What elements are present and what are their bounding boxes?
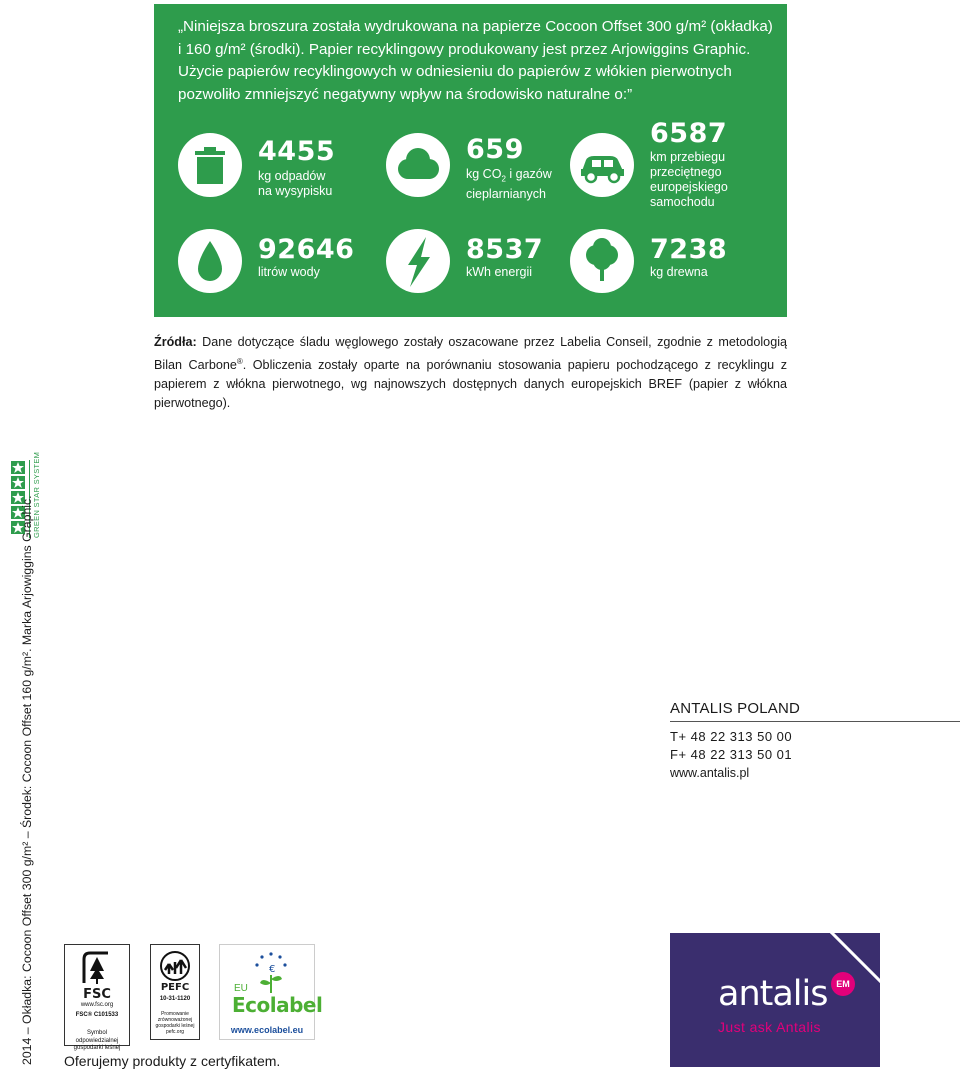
stat-value-waste: 4455 (258, 136, 336, 167)
fsc-url: www.fsc.org (80, 1002, 114, 1008)
ecolabel-cert (219, 944, 323, 1040)
pefc-mark: PEFC (160, 982, 190, 993)
fsc-tree-icon (78, 949, 116, 987)
stat-unit-waste: kg odpadów na wysypisku (258, 169, 333, 198)
ecolabel-mark: Ecolabel (232, 993, 323, 1017)
svg-text:€: € (269, 964, 276, 975)
water-drop-icon (178, 229, 242, 293)
company-divider (670, 721, 960, 722)
fsc-cert (64, 944, 130, 1051)
fsc-caption: Symbol odpowiedzialnej gospodarki leśnej (73, 1030, 121, 1051)
stat-unit-co2: kg $CO_2$ i gazów cieplarnianych (466, 167, 552, 201)
company-name: ANTALIS POLAND (670, 700, 801, 717)
ecolabel-prefix: EU (234, 983, 248, 994)
fsc-code: FSC® C101533 (75, 1012, 119, 1018)
pefc-tree-icon (159, 950, 191, 982)
website-link[interactable]: www.antalis.pl (670, 766, 750, 780)
stat-unit-energy: kWh energii (466, 265, 532, 279)
fsc-mark: FSC (83, 987, 111, 1002)
stat-unit-wood: kg drewna (650, 265, 708, 279)
impact-panel (154, 4, 787, 317)
certification-footer: Oferujemy produkty z certyfikatem. (64, 1053, 281, 1069)
intro-text: „Niniejsza broszura została wydrukowana na papierze Cocoon Offset 300 g/m² (okładka) i 160 g/m² (środki). Papier recyklingowy produkowany jest przez Arjowiggins Graphic. Użycie papierów recyklingowych w odniesieniu do papierów z włókien pierwotnych pozwoliło zmniejszyć negatywny wpływ na środowisko naturalne o:” (178, 18, 773, 103)
pefc-caption: Promowanie zrównoważonej gospodarki leśnej (155, 1011, 195, 1029)
green-star-label: GREEN STAR SYSTEM (32, 451, 41, 538)
stat-unit-km: km przebiegu przeciętnego europejskiego samochodu (650, 150, 728, 209)
stat-unit-water: litrów wody (258, 265, 320, 279)
stat-value-wood: 7238 (650, 234, 728, 265)
star-icon (11, 461, 25, 474)
paper-info-vertical: 2014 – Okładka: Cocoon Offset 300 g/m² – Środek: Cocoon Offset 160 g/m². Marka Arjowiggins Graphic. (20, 495, 34, 1065)
car-icon (570, 133, 634, 197)
sources-label: Źródła: (154, 335, 197, 349)
lightning-icon (386, 229, 450, 293)
stat-value-co2: 659 (466, 134, 524, 165)
antalis-logo (670, 933, 880, 1067)
eu-flower-icon (248, 949, 294, 995)
pefc-url: pefc.org (165, 1029, 185, 1035)
pefc-cert (150, 944, 200, 1040)
antalis-badge: EM (831, 972, 855, 996)
antalis-tagline: Just ask Antalis (718, 1019, 821, 1035)
stat-value-km: 6587 (650, 118, 728, 149)
tree-icon (570, 229, 634, 293)
antalis-wordmark: antalis (718, 974, 828, 1014)
cloud-icon (386, 133, 450, 197)
star-icon (11, 476, 25, 489)
trash-bin-icon (178, 133, 242, 197)
sources-note: Źródła: Dane dotyczące śladu węglowego zostały oszacowane przez Labelia Conseil, zgodnie z metodologią Bilan Carbone®. Obliczenia zostały oparte na porównaniu stosowania papieru pochodzącego z recyklingu z papierem z włókna pierwotnego, wg najnowszych dostępnych danych europejskich BREF (papier z włókna pierwotnego). (154, 335, 787, 411)
stat-value-water: 92646 (258, 234, 355, 265)
ecolabel-url: www.ecolabel.eu (230, 1025, 304, 1035)
phone-number: T+ 48 22 313 50 00 (670, 729, 793, 744)
stat-value-energy: 8537 (466, 234, 544, 265)
pefc-code: 10-31-1120 (159, 996, 191, 1002)
fax-number: F+ 48 22 313 50 01 (670, 747, 793, 762)
